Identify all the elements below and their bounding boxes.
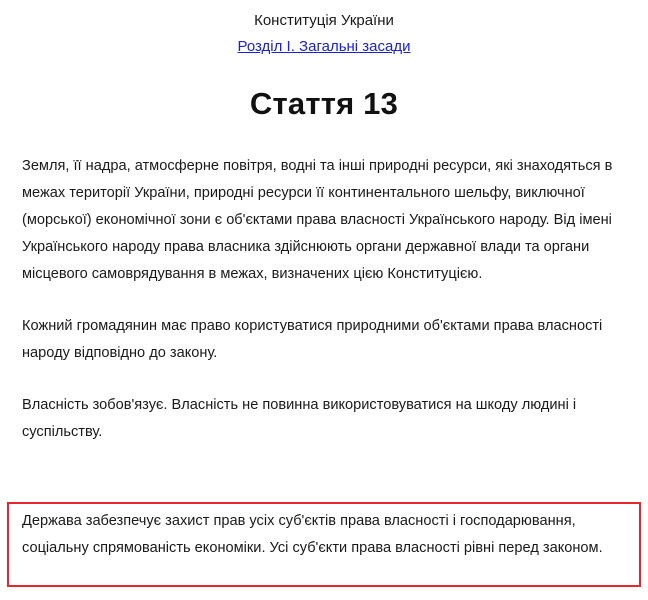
- article-body: [0, 153, 648, 446]
- article-heading: Стаття 13: [249, 86, 399, 121]
- document-title: Конституція України: [254, 12, 394, 29]
- document-header: [0, 0, 648, 57]
- paragraph-2: Кожний громадянин має право користуватися природними об'єктами права власності народу відповідно до закону.: [22, 318, 603, 361]
- paragraph-3: Власність зобов'язує. Власність не повинна використовуватися на шкоду людині і суспільству.: [22, 397, 577, 440]
- paragraph-1: Земля, її надра, атмосферне повітря, водні та інші природні ресурси, які знаходяться в межах території України, природні ресурси її континентального шельфу, виключної (морської) економічної зони є об'єктами права власності Українського народу. Від імені Українського народу права власника здійснюють органи державної влади та органи місцевого самоврядування в межах, визначених цією Конституцією.: [22, 158, 613, 282]
- paragraph-4-highlighted: Держава забезпечує захист прав усіх суб'єктів права власності і господарювання, соціальну спрямованість економіки. Усі суб'єкти права власності рівні перед законом.: [22, 513, 603, 556]
- section-link[interactable]: Розділ I. Загальні засади: [237, 38, 411, 55]
